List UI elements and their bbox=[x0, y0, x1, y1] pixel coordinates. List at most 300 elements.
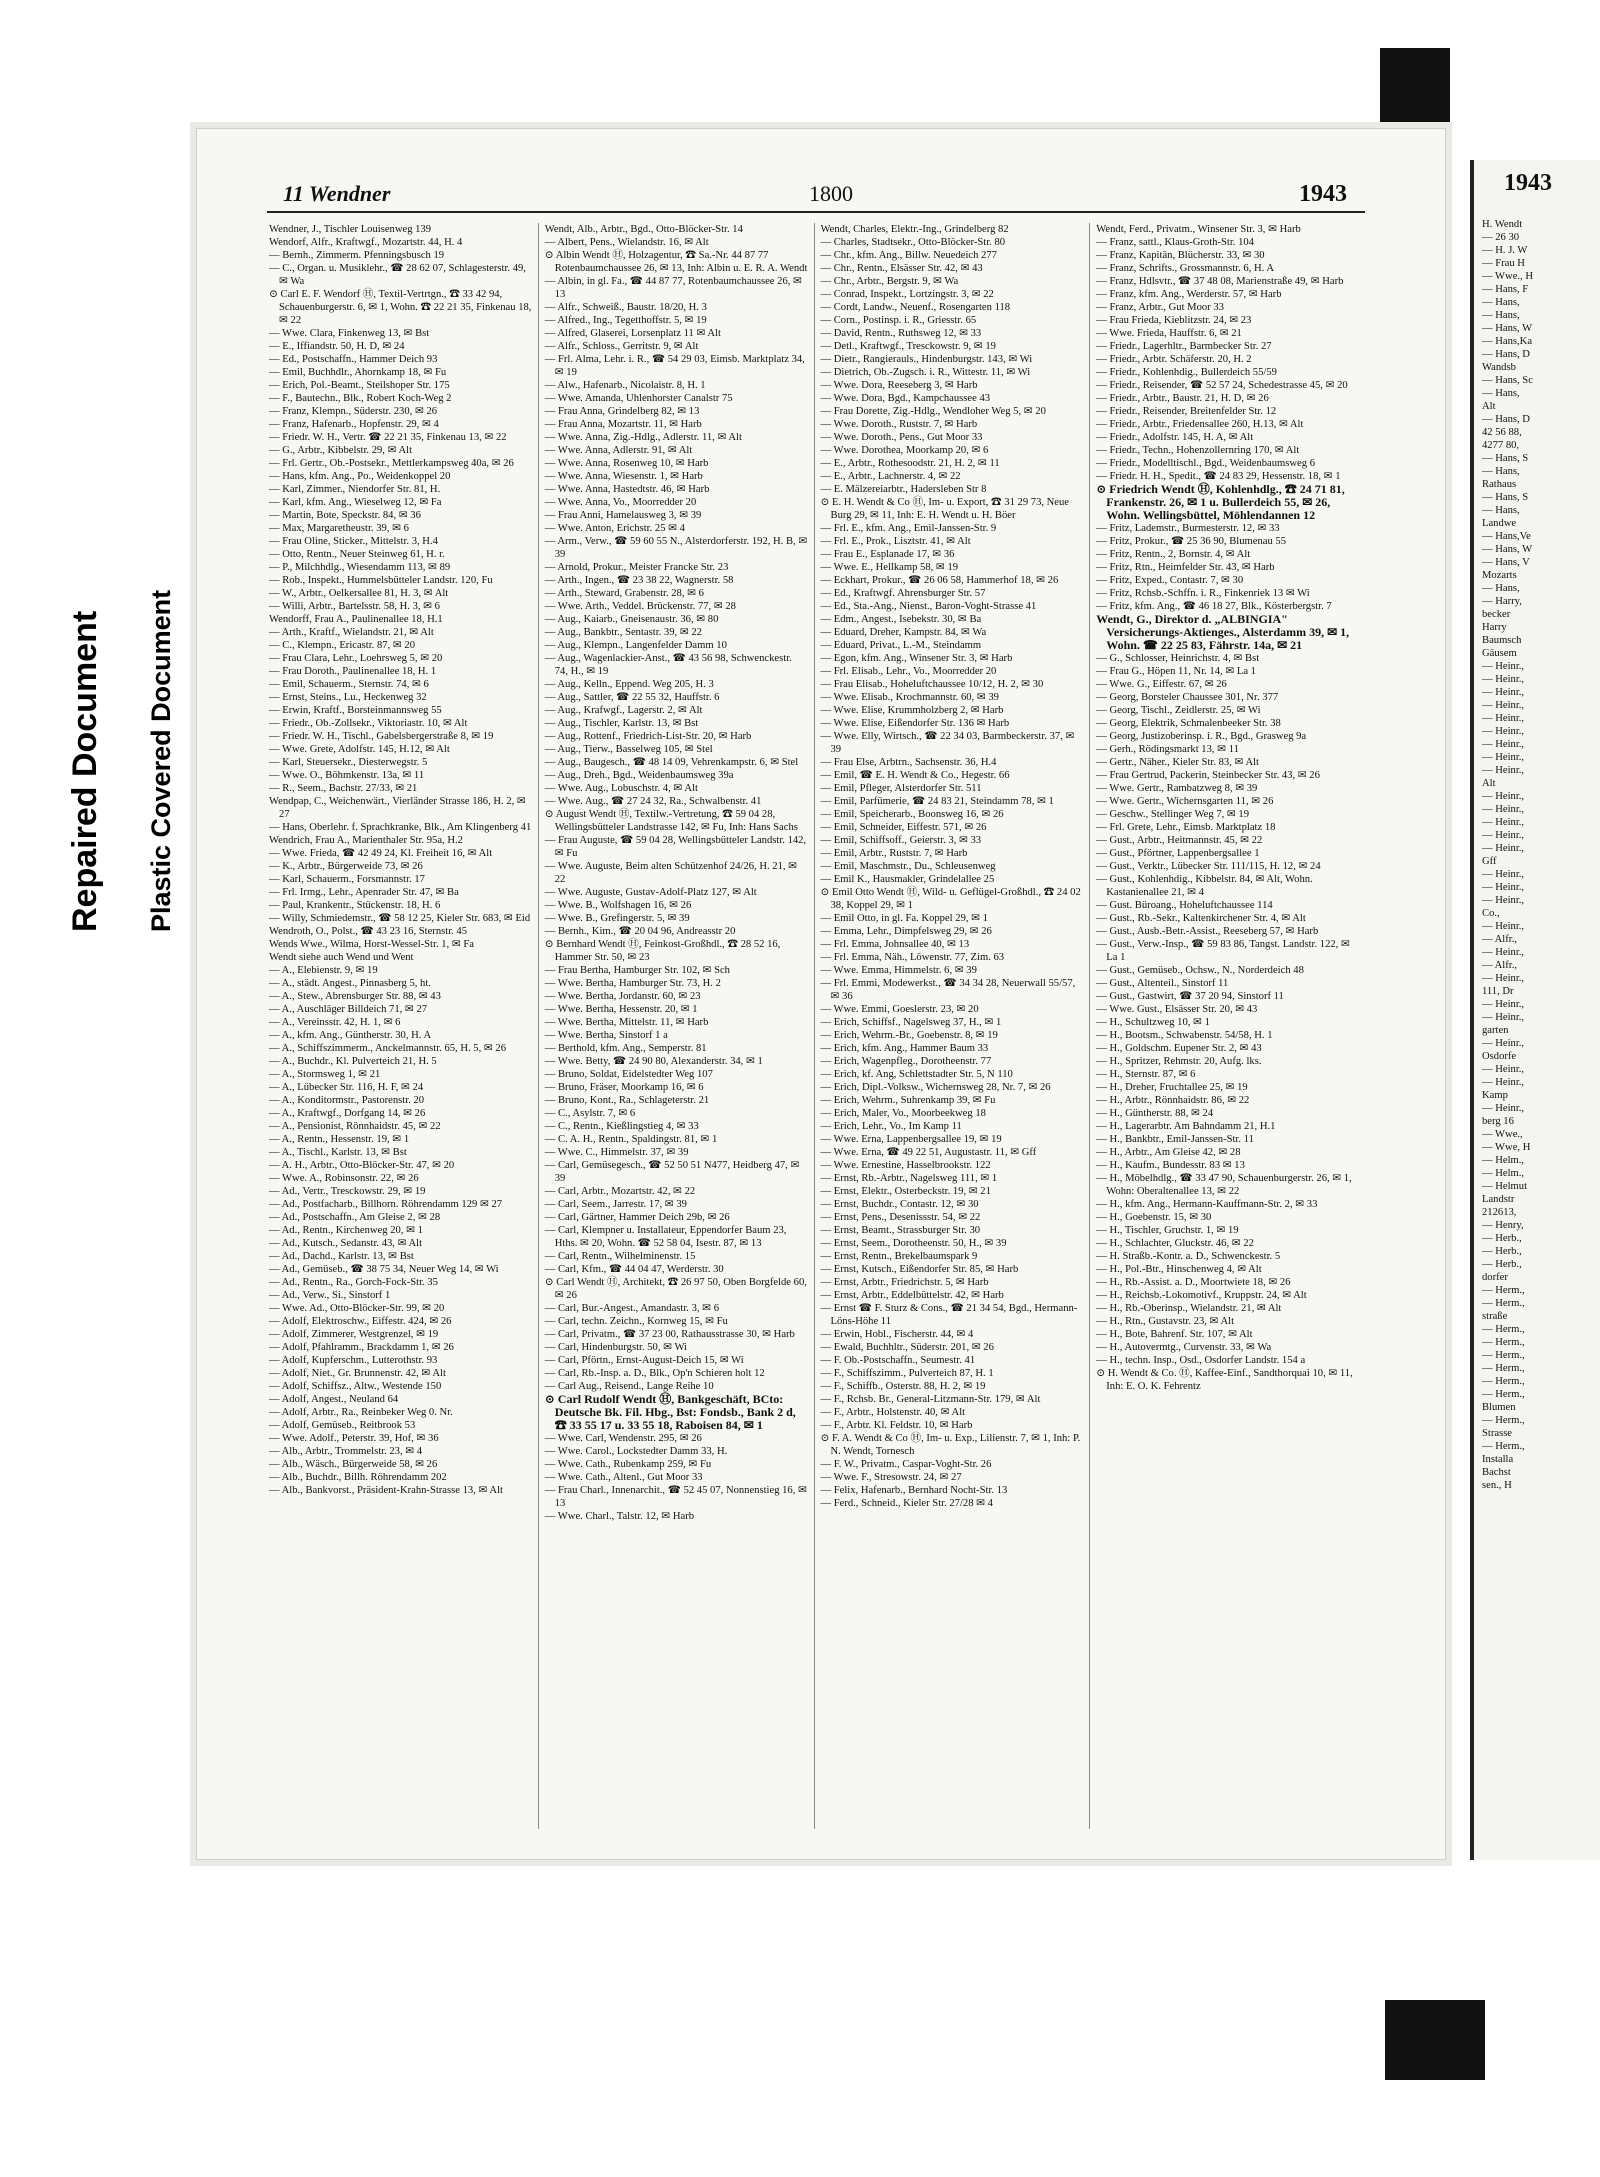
directory-entry: — Erich, Lehr., Vo., Im Kamp 11 bbox=[820, 1121, 962, 1132]
directory-entry: — E. Mälzereiarbtr., Hadersleben Str 8 bbox=[820, 484, 987, 495]
directory-entry: Wendner, J., Tischler Louisenweg 139 bbox=[269, 224, 432, 235]
directory-entry: — Aug., Tierw., Basselweg 105, ✉ Stel bbox=[544, 744, 713, 755]
directory-entry: — Wwe. Bertha, Mittelstr. 11, ✉ Harb bbox=[544, 1017, 709, 1028]
columns bbox=[263, 223, 1365, 1829]
directory-entry: — H., Tischler, Gruchstr. 1, ✉ 19 bbox=[1096, 1225, 1239, 1236]
directory-entry: ⊙ Bernhard Wendt Ⓗ, Feinkost-Großhdl., ☎ 28 52 16, Hammer Str. 50, ✉ 23 bbox=[544, 939, 781, 963]
directory-entry: — Friedr., Arbtr., Friedensallee 260, H.13, ✉ Alt bbox=[1096, 419, 1304, 430]
next-page-line: — Heinr., bbox=[1482, 869, 1525, 880]
directory-entry: — C. A. H., Rentn., Spaldingstr. 81, ✉ 1 bbox=[544, 1134, 718, 1145]
directory-entry: — Wwe. Arth., Veddel. Brückenstr. 77, ✉ 28 bbox=[544, 601, 736, 612]
next-page-line: — H. J. W bbox=[1482, 245, 1528, 256]
next-page-line: — Herm., bbox=[1482, 1285, 1525, 1296]
directory-entry: — C., Organ. u. Musiklehr., ☎ 28 62 07, Schlagesterstr. 49, ✉ Wa bbox=[269, 263, 526, 287]
directory-entry: — H., Bote, Bahrenf. Str. 107, ✉ Alt bbox=[1096, 1329, 1253, 1340]
directory-entry: — Franz, kfm. Ang., Werderstr. 57, ✉ Harb bbox=[1096, 289, 1282, 300]
directory-entry: — H., kfm. Ang., Hermann-Kauffmann-Str. 2, ✉ 33 bbox=[1096, 1199, 1318, 1210]
directory-entry: — Chr., Arbtr., Bergstr. 9, ✉ Wa bbox=[820, 276, 959, 287]
next-page-line: — Herb., bbox=[1482, 1246, 1522, 1257]
directory-entry: — Ed., Sta.-Ang., Nienst., Baron-Voght-Strasse 41 bbox=[820, 601, 1037, 612]
directory-entry: — Eckhart, Prokur., ☎ 26 06 58, Hammerhof 18, ✉ 26 bbox=[820, 575, 1059, 586]
directory-entry: — Felix, Hafenarb., Bernhard Nocht-Str. 13 bbox=[820, 1485, 1008, 1496]
directory-entry: — Gust., Gastwirt, ☎ 37 20 94, Sinstorf 11 bbox=[1096, 991, 1284, 1002]
directory-entry: — Ad., Postschaffn., Am Gleise 2, ✉ 28 bbox=[269, 1212, 441, 1223]
next-page-line: Alt bbox=[1482, 778, 1496, 789]
directory-entry: — A., Rentn., Hessenstr. 19, ✉ 1 bbox=[269, 1134, 410, 1145]
directory-entry: — Adolf, Elektroschw., Eiffestr. 424, ✉ 26 bbox=[269, 1316, 452, 1327]
directory-entry: ⊙ E. H. Wendt & Co Ⓗ, Im- u. Export, ☎ 31 29 73, Neue Burg 29, ✉ 11, Inh: E. H. Wendt u. H. Böer bbox=[820, 497, 1070, 521]
directory-entry: — Aug., Klempn., Langenfelder Damm 10 bbox=[544, 640, 727, 651]
directory-entry: — Wwe. Dora, Bgd., Kampchaussee 43 bbox=[820, 393, 991, 404]
directory-entry: — Wwe. Auguste, Beim alten Schützenhof 24/26, H. 21, ✉ 22 bbox=[544, 861, 798, 885]
directory-entry: — Friedr., Modelltischl., Bgd., Weidenbaumsweg 6 bbox=[1096, 458, 1315, 469]
directory-entry: — Ernst, Rentn., Brekelbaumspark 9 bbox=[820, 1251, 978, 1262]
next-page-line: — 26 30 bbox=[1482, 232, 1520, 243]
directory-entry: — Frau Anna, Grindelberg 82, ✉ 13 bbox=[544, 406, 700, 417]
directory-entry: — Frl. Emma, Johnsallee 40, ✉ 13 bbox=[820, 939, 970, 950]
next-page-line: — Heinr., bbox=[1482, 830, 1525, 841]
directory-entry: Wendorff, Frau A., Paulinenallee 18, H.1 bbox=[269, 614, 443, 625]
directory-entry: — Carl, Gärtner, Hammer Deich 29b, ✉ 26 bbox=[544, 1212, 730, 1223]
next-page-line: — Alfr., bbox=[1482, 934, 1518, 945]
directory-entry: — A., Elebienstr. 9, ✉ 19 bbox=[269, 965, 378, 976]
directory-entry: — Emil Otto, in gl. Fa. Koppel 29, ✉ 1 bbox=[820, 913, 988, 924]
directory-entry: — H., Dreher, Fruchtallee 25, ✉ 19 bbox=[1096, 1082, 1248, 1093]
directory-entry: — F. Ob.-Postschaffn., Seumestr. 41 bbox=[820, 1355, 976, 1366]
directory-entry: ⊙ Carl Wendt Ⓗ, Architekt, ☎ 26 97 50, Oben Borgfelde 60, ✉ 26 bbox=[544, 1277, 807, 1301]
directory-entry: — Karl, Schauerm., Forsmannstr. 17 bbox=[269, 874, 425, 885]
directory-entry: — Frl. Irmg., Lehr., Apenrader Str. 47, ✉ Ba bbox=[269, 887, 459, 898]
next-page-line: — Hans, D bbox=[1482, 349, 1530, 360]
directory-entry: — Arm., Verw., ☎ 59 60 55 N., Alsterdorferstr. 192, H. B, ✉ 39 bbox=[544, 536, 808, 560]
directory-entry: — Emil, Speicherarb., Boonsweg 16, ✉ 26 bbox=[820, 809, 1004, 820]
directory-entry: — Emil, Maschmstr., Du., Schleusenweg bbox=[820, 861, 996, 872]
directory-entry: — Wwe. E., Hellkamp 58, ✉ 19 bbox=[820, 562, 959, 573]
directory-entry: — Carl, techn. Zeichn., Kornweg 15, ✉ Fu bbox=[544, 1316, 728, 1327]
directory-entry: — H., Bankbtr., Emil-Janssen-Str. 11 bbox=[1096, 1134, 1254, 1145]
directory-entry: — Wwe. Frieda, ☎ 42 49 24, Kl. Freiheit 16, ✉ Alt bbox=[269, 848, 493, 859]
directory-entry: — Gust. Büroang., Hoheluftchaussee 114 bbox=[1096, 900, 1273, 911]
directory-entry: — Wwe. Erna, Lappenbergsallee 19, ✉ 19 bbox=[820, 1134, 1002, 1145]
directory-entry: — Ad., Rentn., Kirchenweg 20, ✉ 1 bbox=[269, 1225, 423, 1236]
directory-entry: — Wwe. Dorothea, Moorkamp 20, ✉ 6 bbox=[820, 445, 989, 456]
directory-entry: — Berthold, kfm. Ang., Semperstr. 81 bbox=[544, 1043, 707, 1054]
directory-entry: — A., Tischl., Karlstr. 13, ✉ Bst bbox=[269, 1147, 407, 1158]
next-page-line: Strasse bbox=[1482, 1428, 1513, 1439]
directory-entry: ⊙ Emil Otto Wendt Ⓗ, Wild- u. Geflügel-Großhdl., ☎ 24 02 38, Koppel 29, ✉ 1 bbox=[820, 887, 1081, 911]
directory-entry: Wendroth, O., Polst., ☎ 43 23 16, Sternstr. 45 bbox=[269, 926, 468, 937]
directory-entry: — Otto, Rentn., Neuer Steinweg 61, H. r. bbox=[269, 549, 445, 560]
directory-entry: — Alb., Bankvorst., Präsident-Krahn-Strasse 13, ✉ Alt bbox=[269, 1485, 503, 1496]
directory-entry: — Friedr. H. H., Spedit., ☎ 24 83 29, Hessenstr. 18, ✉ 1 bbox=[1096, 471, 1341, 482]
directory-entry: — Frau Auguste, ☎ 59 04 28, Wellingsbütteler Landstr. 142, ✉ Fu bbox=[544, 835, 807, 859]
directory-entry: — P., Milchhdlg., Wiesendamm 113, ✉ 89 bbox=[269, 562, 451, 573]
directory-entry: — A., Schiffszimmerm., Anckelmannstr. 65, H. 5, ✉ 26 bbox=[269, 1043, 507, 1054]
next-page-line: — Heinr., bbox=[1482, 1077, 1525, 1088]
directory-entry: — H., Lagerarbtr. Am Bahndamm 21, H.1 bbox=[1096, 1121, 1276, 1132]
directory-entry: — Wwe. Auguste, Gustav-Adolf-Platz 127, ✉ Alt bbox=[544, 887, 757, 898]
directory-entry: Wendorf, Alfr., Kraftwgf., Mozartstr. 44, H. 4 bbox=[269, 237, 463, 248]
next-page-line: — Helm., bbox=[1482, 1168, 1525, 1179]
directory-entry: — Ad., Vertr., Tresckowstr. 29, ✉ 19 bbox=[269, 1186, 426, 1197]
directory-entry: — Ad., Dachd., Karlstr. 13, ✉ Bst bbox=[269, 1251, 414, 1262]
directory-entry: — Ernst, Buchdr., Contastr. 12, ✉ 30 bbox=[820, 1199, 979, 1210]
directory-entry: — Gust., Ausb.-Betr.-Assist., Reeseberg 57, ✉ Harb bbox=[1096, 926, 1319, 937]
next-page-line: — Herm., bbox=[1482, 1324, 1525, 1335]
directory-entry: — Gust., Verw.-Insp., ☎ 59 83 86, Tangst. Landstr. 122, ✉ La 1 bbox=[1096, 939, 1350, 963]
directory-entry: — Franz, sattl., Klaus-Groth-Str. 104 bbox=[1096, 237, 1254, 248]
directory-entry: — Wwe. Aug., ☎ 27 24 32, Ra., Schwalbenstr. 41 bbox=[544, 796, 762, 807]
next-page-line: — Heinr., bbox=[1482, 843, 1525, 854]
directory-entry: — A., städt. Angest., Pinnasberg 5, ht. bbox=[269, 978, 431, 989]
directory-entry: — Edm., Angest., Isebekstr. 30, ✉ Ba bbox=[820, 614, 982, 625]
directory-entry: — Wwe. Bertha, Hamburger Str. 73, H. 2 bbox=[544, 978, 721, 989]
next-page-line: — Heinr., bbox=[1482, 752, 1525, 763]
next-page-line: — Frau H bbox=[1482, 258, 1525, 269]
next-page-line: Rathaus bbox=[1482, 479, 1517, 490]
directory-entry: — Frau Dorette, Zig.-Hdlg., Wendloher Weg 5, ✉ 20 bbox=[820, 406, 1046, 417]
next-page-line: — Heinr., bbox=[1482, 1012, 1525, 1023]
directory-entry: — David, Rentn., Ruthsweg 12, ✉ 33 bbox=[820, 328, 982, 339]
directory-entry: — Fritz, Prokur., ☎ 25 36 90, Blumenau 55 bbox=[1096, 536, 1287, 547]
directory-entry: — Friedr., Ob.-Zollsekr., Viktoriastr. 10, ✉ Alt bbox=[269, 718, 468, 729]
next-page-line: — Herm., bbox=[1482, 1415, 1525, 1426]
next-page-line: — Hans, W bbox=[1482, 544, 1533, 555]
page-header-left: 11 Wendner bbox=[283, 181, 391, 206]
directory-entry: — Carl, Pförtn., Ernst-August-Deich 15, ✉ Wi bbox=[544, 1355, 744, 1366]
directory-entry: — Frl. Alma, Lehr. i. R., ☎ 54 29 03, Eimsb. Marktplatz 34, ✉ 19 bbox=[544, 354, 805, 378]
directory-entry: — Carl Aug., Reisend., Lange Reihe 10 bbox=[544, 1381, 714, 1392]
directory-entry: — Wwe. Ad., Otto-Blöcker-Str. 99, ✉ 20 bbox=[269, 1303, 445, 1314]
directory-entry: — K., Arbtr., Bürgerweide 73, ✉ 26 bbox=[269, 861, 423, 872]
directory-entry: — A., Kraftwgf., Dorfgang 14, ✉ 26 bbox=[269, 1108, 426, 1119]
directory-entry: — Georg, Justizoberinsp. i. R., Bgd., Grasweg 9a bbox=[1096, 731, 1307, 742]
directory-entry: — H., Schlachter, Gluckstr. 46, ✉ 22 bbox=[1096, 1238, 1254, 1249]
directory-entry: — Wwe. Emmi, Goeslerstr. 23, ✉ 20 bbox=[820, 1004, 979, 1015]
directory-entry: — Emil K., Hausmakler, Grindelallee 25 bbox=[820, 874, 995, 885]
directory-entry: — A., Konditormstr., Pastorenstr. 20 bbox=[269, 1095, 425, 1106]
directory-entry: — Wwe. Anna, Zig.-Hdlg., Adlerstr. 11, ✉ Alt bbox=[544, 432, 742, 443]
next-page-line: — Alfr., bbox=[1482, 960, 1518, 971]
directory-entry: — Carl, Gemüsegesch., ☎ 52 50 51 N477, Heidberg 47, ✉ 39 bbox=[544, 1160, 800, 1184]
directory-entry: — Corn., Postinsp. i. R., Griesstr. 65 bbox=[820, 315, 977, 326]
next-page-line: becker bbox=[1482, 609, 1511, 620]
directory-entry: — Frau E., Esplanade 17, ✉ 36 bbox=[820, 549, 955, 560]
directory-entry: — Carl, Klempner u. Installateur, Eppendorfer Baum 23, Hths. ✉ 20, Wohn. ☎ 52 58 04, Isestr. 87, ✉ 13 bbox=[544, 1225, 787, 1249]
next-page-line: — Herm., bbox=[1482, 1441, 1525, 1452]
next-page-line: H. Wendt bbox=[1482, 219, 1523, 230]
directory-entry: — Erwin, Hobl., Fischerstr. 44, ✉ 4 bbox=[820, 1329, 974, 1340]
directory-entry: — Wwe. Adolf., Peterstr. 39, Hof, ✉ 36 bbox=[269, 1433, 439, 1444]
directory-entry: — Frau Charl., Innenarchit., ☎ 52 45 07, Nonnenstieg 16, ✉ 13 bbox=[544, 1485, 807, 1509]
directory-entry: — Frl. Grete, Lehr., Eimsb. Marktplatz 18 bbox=[1096, 822, 1276, 833]
directory-entry: — Wwe. Bertha, Hessenstr. 20, ✉ 1 bbox=[544, 1004, 698, 1015]
directory-entry: — Ed., Postschaffn., Hammer Deich 93 bbox=[269, 354, 438, 365]
directory-entry: — Alw., Hafenarb., Nicolaistr. 8, H. 1 bbox=[544, 380, 706, 391]
directory-entry: — A., Vereinsstr. 42, H. 1, ✉ 6 bbox=[269, 1017, 401, 1028]
directory-entry: — Emil, Pfleger, Alsterdorfer Str. 511 bbox=[820, 783, 982, 794]
directory-entry: — Alb., Arbtr., Trommelstr. 23, ✉ 4 bbox=[269, 1446, 423, 1457]
directory-entry: — G., Arbtr., Kibbelstr. 29, ✉ Alt bbox=[269, 445, 413, 456]
directory-entry: — Wwe. Anna, Hastedtstr. 46, ✉ Harb bbox=[544, 484, 710, 495]
directory-entry: — Max, Margaretheustr. 39, ✉ 6 bbox=[269, 523, 409, 534]
directory-entry: — Frau Bertha, Hamburger Str. 102, ✉ Sch bbox=[544, 965, 730, 976]
next-page-line: — Wwe, H bbox=[1482, 1142, 1531, 1153]
next-page-line: — Heinr., bbox=[1482, 765, 1525, 776]
directory-entry: — Aug., Bankbtr., Sentastr. 39, ✉ 22 bbox=[544, 627, 702, 638]
directory-entry: — Detl., Kraftwgf., Tresckowstr. 9, ✉ 19 bbox=[820, 341, 996, 352]
directory-entry: — Ad., Postfacharb., Billhorn. Röhrendamm 129 ✉ 27 bbox=[269, 1199, 503, 1210]
directory-entry: — Martin, Bote, Speckstr. 84, ✉ 36 bbox=[269, 510, 421, 521]
next-page-line: — Hans, bbox=[1482, 297, 1520, 308]
directory-page bbox=[196, 128, 1446, 1860]
next-page-line: Landstr bbox=[1482, 1194, 1515, 1205]
directory-entry: — H., Schultzweg 10, ✉ 1 bbox=[1096, 1017, 1210, 1028]
directory-entry: Wendt siehe auch Wend und Went bbox=[269, 952, 414, 963]
directory-entry: — H., Spritzer, Rehmstr. 20, Aufg. lks. bbox=[1096, 1056, 1262, 1067]
directory-entry: — Aug., Sattler, ☎ 22 55 32, Hauffstr. 6 bbox=[544, 692, 720, 703]
directory-entry: — Carl, Seem., Jarrestr. 17, ✉ 39 bbox=[544, 1199, 687, 1210]
next-page-line: — Heinr., bbox=[1482, 674, 1525, 685]
directory-entry: — Arth., Steward, Grabenstr. 28, ✉ 6 bbox=[544, 588, 704, 599]
directory-entry: — Emma, Lehr., Dimpfelsweg 29, ✉ 26 bbox=[820, 926, 992, 937]
directory-entry: — Emil, Schneider, Eiffestr. 571, ✉ 26 bbox=[820, 822, 987, 833]
directory-entry: — Wwe. Elise, Krummholzberg 2, ✉ Harb bbox=[820, 705, 1004, 716]
next-page-line: — Hans, V bbox=[1482, 557, 1530, 568]
directory-entry: — Frau Clara, Lehr., Loehrsweg 5, ✉ 20 bbox=[269, 653, 443, 664]
directory-entry: — Bruno, Fräser, Moorkamp 16, ✉ 6 bbox=[544, 1082, 704, 1093]
directory-entry: — Erwin, Kraftf., Borsteinmannsweg 55 bbox=[269, 705, 442, 716]
directory-entry: — Friedr., Arbtr., Baustr. 21, H. D, ✉ 26 bbox=[1096, 393, 1269, 404]
directory-entry: — Chr., Rentn., Elsässer Str. 42, ✉ 43 bbox=[820, 263, 983, 274]
next-page-line: Landwe bbox=[1482, 518, 1517, 529]
directory-entry: — Adolf, Niet., Gr. Brunnenstr. 42, ✉ Alt bbox=[269, 1368, 446, 1379]
next-page-line: — Heinr., bbox=[1482, 804, 1525, 815]
next-page-line: dorfer bbox=[1482, 1272, 1508, 1283]
directory-entry: — Fritz, Rentn., 2, Bornstr. 4, ✉ Alt bbox=[1096, 549, 1251, 560]
directory-entry: — Charles, Stadtsekr., Otto-Blöcker-Str. 80 bbox=[820, 237, 1006, 248]
directory-entry: — Franz, Schrifts., Grossmannstr. 6, H. A bbox=[1096, 263, 1274, 274]
next-page-line: garten bbox=[1482, 1025, 1509, 1036]
directory-entry: — Aug., Krafwgf., Lagerstr. 2, ✉ Alt bbox=[544, 705, 703, 716]
directory-entry: — Rob., Inspekt., Hummelsbütteler Landstr. 120, Fu bbox=[269, 575, 493, 586]
directory-entry: — H., Rb.-Oberinsp., Wielandstr. 21, ✉ Alt bbox=[1096, 1303, 1282, 1314]
bottom-edge-tab bbox=[1385, 2000, 1485, 2080]
directory-entry: — W., Arbtr., Oelkersallee 81, H. 3, ✉ Alt bbox=[269, 588, 449, 599]
directory-entry: — Gust., Pförtner, Lappenbergsallee 1 bbox=[1096, 848, 1260, 859]
next-page-line: — Hans, S bbox=[1482, 492, 1529, 503]
directory-entry: — Wwe. G., Eiffestr. 67, ✉ 26 bbox=[1096, 679, 1227, 690]
next-page-lines bbox=[1482, 218, 1600, 1492]
directory-entry: — Karl, Steuersekr., Diesterwegstr. 5 bbox=[269, 757, 428, 768]
directory-entry: — Alfr., Schloss., Gerritstr. 9, ✉ Alt bbox=[544, 341, 699, 352]
directory-entry: — Erich, kf. Ang, Schlettstadter Str. 5, N 110 bbox=[820, 1069, 1013, 1080]
next-page-line: — Hans, bbox=[1482, 466, 1520, 477]
column-4 bbox=[1090, 223, 1365, 1829]
directory-entry: — Wwe. Carol., Lockstedter Damm 33, H. bbox=[544, 1446, 728, 1457]
directory-entry: — H., Möbelhdlg., ☎ 33 47 90, Schauenburgerstr. 26, ✉ 1, Wohn: Oberaltenallee 13, ✉ 22 bbox=[1096, 1173, 1352, 1197]
directory-entry: — Ed., Kraftwgf. Ahrensburger Str. 57 bbox=[820, 588, 986, 599]
stamp-line-repaired: Repaired Document bbox=[66, 610, 104, 932]
directory-entry: — Hans, Oberlehr. f. Sprachkranke, Blk., Am Klingenberg 41 bbox=[269, 822, 532, 833]
directory-entry: — H., Goebenstr. 15, ✉ 30 bbox=[1096, 1212, 1212, 1223]
directory-entry: Wendrich, Frau A., Marienthaler Str. 95a, H.2 bbox=[269, 835, 463, 846]
directory-entry: — Chr., kfm. Ang., Billw. Neuedeich 277 bbox=[820, 250, 997, 261]
directory-entry: — Ernst, Rb.-Arbtr., Nagelsweg 111, ✉ 1 bbox=[820, 1173, 998, 1184]
next-page-line: 111, Dr bbox=[1482, 986, 1514, 997]
directory-entry: — Egon, kfm. Ang., Winsener Str. 3, ✉ Harb bbox=[820, 653, 1013, 664]
directory-entry: — Frl. Gertr., Ob.-Postsekr., Mettlerkampsweg 40a, ✉ 26 bbox=[269, 458, 514, 469]
directory-entry: — Wwe. Anna, Vo., Moorredder 20 bbox=[544, 497, 697, 508]
directory-entry: — E., Iffiandstr. 50, H. D, ✉ 24 bbox=[269, 341, 405, 352]
next-page-line: — Helm., bbox=[1482, 1155, 1525, 1166]
directory-entry: — Arnold, Prokur., Meister Francke Str. 23 bbox=[544, 562, 729, 573]
directory-entry: — H., Rb.-Assist. a. D., Moortwiete 18, ✉ 26 bbox=[1096, 1277, 1291, 1288]
directory-entry: — Friedr., Lagerhltr., Barmbecker Str. 27 bbox=[1096, 341, 1272, 352]
directory-entry: — Aug., Dreh., Bgd., Weidenbaumsweg 39a bbox=[544, 770, 734, 781]
directory-entry: — R., Seem., Bachstr. 27/33, ✉ 21 bbox=[269, 783, 418, 794]
directory-entry: — Gust., Arbtr., Heitmannstr. 45, ✉ 22 bbox=[1096, 835, 1263, 846]
directory-entry: — Bernh., Kim., ☎ 20 04 96, Andreasstr 20 bbox=[544, 926, 736, 937]
directory-entry: — Friedr., Reisender, ☎ 52 57 24, Schedestrasse 45, ✉ 20 bbox=[1096, 380, 1348, 391]
directory-entry: — F., Bautechn., Blk., Robert Koch-Weg 2 bbox=[269, 393, 452, 404]
directory-entry: Wendt, G., Direktor d. „ALBINGIA" Versicherungs-Aktienges., Alsterdamm 39, ✉ 1, Wohn. ☎ 22 25 83, Fährstr. 14a, ✉ 21 bbox=[1096, 612, 1350, 652]
directory-entry: — Frau Oline, Sticker., Mittelstr. 3, H.4 bbox=[269, 536, 438, 547]
next-page-line: — Hans,Ve bbox=[1482, 531, 1531, 542]
directory-entry: — Carl, Arbtr., Mozartstr. 42, ✉ 22 bbox=[544, 1186, 696, 1197]
header-rule bbox=[267, 211, 1365, 213]
directory-entry: — Frau Elisab., Hoheluftchaussee 10/12, H. 2, ✉ 30 bbox=[820, 679, 1044, 690]
page-header-right: 1943 bbox=[1299, 181, 1347, 207]
directory-entry: — Ferd., Schneid., Kieler Str. 27/28 ✉ 4 bbox=[820, 1498, 993, 1509]
directory-entry: — Wwe. Gertr., Wichernsgarten 11, ✉ 26 bbox=[1096, 796, 1274, 807]
next-page-line: 212613, bbox=[1482, 1207, 1517, 1218]
directory-entry: — Eduard, Privat., L.-M., Steindamm bbox=[820, 640, 982, 651]
directory-entry: — H., Goldschm. Eupener Str. 2, ✉ 43 bbox=[1096, 1043, 1262, 1054]
next-page-line: — Heinr., bbox=[1482, 817, 1525, 828]
directory-entry: — Alfr., Schweiß., Baustr. 18/20, H. 3 bbox=[544, 302, 707, 313]
column-1 bbox=[263, 223, 539, 1829]
next-page-line: — Heinr., bbox=[1482, 1064, 1525, 1075]
directory-entry: — Alfred., Ing., Tegetthoffstr. 5, ✉ 19 bbox=[544, 315, 707, 326]
directory-entry: — Ad., Kutsch., Sedanstr. 43, ✉ Alt bbox=[269, 1238, 423, 1249]
directory-entry: — Ad., Gemüseb., ☎ 38 75 34, Neuer Weg 14, ✉ Wi bbox=[269, 1264, 499, 1275]
directory-entry: — Frl. Emma, Näh., Löwenstr. 77, Zim. 63 bbox=[820, 952, 1005, 963]
next-page-line: — Herb., bbox=[1482, 1259, 1522, 1270]
directory-entry: — Wwe. Amanda, Uhlenhorster Canalstr 75 bbox=[544, 393, 733, 404]
directory-entry: Wendpap, C., Weichenwärt., Vierländer Strasse 186, H. 2, ✉ 27 bbox=[269, 796, 526, 820]
next-page-line: — Hans, bbox=[1482, 310, 1520, 321]
directory-entry: — G., Schlosser, Heinrichstr. 4, ✉ Bst bbox=[1096, 653, 1260, 664]
directory-entry: — Emil, Arbtr., Ruststr. 7, ✉ Harb bbox=[820, 848, 968, 859]
directory-entry: — Albert, Pens., Wielandstr. 16, ✉ Alt bbox=[544, 237, 709, 248]
directory-entry: — Erich, kfm. Ang., Hammer Baum 33 bbox=[820, 1043, 989, 1054]
directory-entry: — Carl, Kfm., ☎ 44 04 47, Werderstr. 30 bbox=[544, 1264, 724, 1275]
page-header bbox=[197, 181, 1445, 211]
directory-entry: ⊙ Carl Rudolf Wendt Ⓗ, Bankgeschäft, BCto: Deutsche Bk. Fil. Hbg., Bst: Fondsb., Bank 2 d, ☎ 33 55 17 u. 33 55 18, Raboisen 84, ✉ 1 bbox=[544, 1392, 796, 1432]
directory-entry: — Emil, Schiffsoff., Geierstr. 3, ✉ 33 bbox=[820, 835, 982, 846]
directory-entry: — H., Sternstr. 87, ✉ 6 bbox=[1096, 1069, 1196, 1080]
directory-entry: — Aug., Kaiarb., Gneisenaustr. 36, ✉ 80 bbox=[544, 614, 719, 625]
directory-entry: — Frl. Emmi, Modewerkst., ☎ 34 34 28, Neuerwall 55/57, ✉ 36 bbox=[820, 978, 1076, 1002]
directory-entry: — Wwe. Dora, Reeseberg 3, ✉ Harb bbox=[820, 380, 978, 391]
next-page-line: — Henry, bbox=[1482, 1220, 1524, 1231]
directory-entry: — Dietr., Rangierauls., Hindenburgstr. 143, ✉ Wi bbox=[820, 354, 1033, 365]
directory-entry: — Georg, Borsteler Chaussee 301, Nr. 377 bbox=[1096, 692, 1279, 703]
directory-entry: — Carl, Hindenburgstr. 50, ✉ Wi bbox=[544, 1342, 687, 1353]
directory-entry: — Wwe. Doroth., Ruststr. 7, ✉ Harb bbox=[820, 419, 978, 430]
directory-entry: — H., Pol.-Btr., Hinschenweg 4, ✉ Alt bbox=[1096, 1264, 1262, 1275]
directory-entry: — Ernst, Elektr., Osterbeckstr. 19, ✉ 21 bbox=[820, 1186, 991, 1197]
directory-entry: — F., Rchsb. Br., General-Litzmann-Str. 179, ✉ Alt bbox=[820, 1394, 1041, 1405]
directory-entry: — Emil, Parfümerie, ☎ 24 83 21, Steindamm 78, ✉ 1 bbox=[820, 796, 1054, 807]
directory-entry: — Adolf, Gemüseb., Reitbrook 53 bbox=[269, 1420, 416, 1431]
next-page-line: — Heinr., bbox=[1482, 726, 1525, 737]
directory-entry: — Emil, ☎ E. H. Wendt & Co., Hegestr. 66 bbox=[820, 770, 1010, 781]
next-page-line: — Heinr., bbox=[1482, 739, 1525, 750]
directory-entry: — Wwe. Doroth., Pens., Gut Moor 33 bbox=[820, 432, 983, 443]
directory-entry: — Dietrich, Ob.-Zugsch. i. R., Wittestr. 11, ✉ Wi bbox=[820, 367, 1031, 378]
next-page-line: Gäusem bbox=[1482, 648, 1517, 659]
next-page-line: Baumsch bbox=[1482, 635, 1522, 646]
directory-entry: — A., Stew., Abrensburger Str. 88, ✉ 43 bbox=[269, 991, 441, 1002]
directory-entry: ⊙ August Wendt Ⓗ, Textilw.-Vertretung, ☎ 59 04 28, Wellingsbütteler Landstrasse 142, ✉ Fu, Inh: Hans Sachs bbox=[544, 809, 798, 833]
directory-entry: — Fritz, kfm. Ang., ☎ 46 18 27, Blk., Kösterbergstr. 7 bbox=[1096, 601, 1332, 612]
next-page-line: Gff bbox=[1482, 856, 1497, 867]
directory-entry: — Erich, Wehrm.-Br., Goebenstr. 8, ✉ 19 bbox=[820, 1030, 998, 1041]
directory-entry: — A., Lübecker Str. 116, H. F, ✉ 24 bbox=[269, 1082, 424, 1093]
directory-entry: — Emil, Buchhdlr., Ahornkamp 18, ✉ Fu bbox=[269, 367, 447, 378]
directory-entry: — A., Buchdr., Kl. Pulverteich 21, H. 5 bbox=[269, 1056, 437, 1067]
directory-entry: — Erich, Wagenpfleg., Dorotheenstr. 77 bbox=[820, 1056, 992, 1067]
directory-entry: — Wwe. Frieda, Hauffstr. 6, ✉ 21 bbox=[1096, 328, 1242, 339]
directory-entry: — Frau Doroth., Paulinenallee 18, H. 1 bbox=[269, 666, 437, 677]
directory-entry: — Adolf, Arbtr., Ra., Reinbeker Weg 0. Nr. bbox=[269, 1407, 453, 1418]
next-page-line: — Heinr., bbox=[1482, 973, 1525, 984]
directory-entry: — A., Stormsweg 1, ✉ 21 bbox=[269, 1069, 381, 1080]
directory-entry: — Wwe. Anton, Erichstr. 25 ✉ 4 bbox=[544, 523, 685, 534]
directory-entry: — Ad., Rentn., Ra., Gorch-Fock-Str. 35 bbox=[269, 1277, 438, 1288]
directory-entry: — Friedr. W. H., Vertr. ☎ 22 21 35, Finkenau 13, ✉ 22 bbox=[269, 432, 507, 443]
next-page-line: straße bbox=[1482, 1311, 1508, 1322]
directory-entry: — Friedr., Adolfstr. 145, H. A, ✉ Alt bbox=[1096, 432, 1254, 443]
directory-entry: — Wwe. O., Böhmkenstr. 13a, ✉ 11 bbox=[269, 770, 425, 781]
directory-entry: — Ernst, Beamt., Strassburger Str. 30 bbox=[820, 1225, 981, 1236]
next-page-line: — Hans, W bbox=[1482, 323, 1533, 334]
next-page-line: — Wwe., bbox=[1482, 1129, 1523, 1140]
directory-entry: — Wwe. Clara, Finkenweg 13, ✉ Bst bbox=[269, 328, 430, 339]
next-page-line: — Hans,Ka bbox=[1482, 336, 1533, 347]
directory-entry: — Eduard, Dreher, Kampstr. 84, ✉ Wa bbox=[820, 627, 987, 638]
next-page-line: — Heinr., bbox=[1482, 947, 1525, 958]
directory-entry: — Aug., Baugesch., ☎ 48 14 09, Vehrenkampstr. 6, ✉ Stel bbox=[544, 757, 799, 768]
next-page-line: — Hans, bbox=[1482, 388, 1520, 399]
directory-entry: — Carl, Privatm., ☎ 37 23 00, Rathausstrasse 30, ✉ Harb bbox=[544, 1329, 795, 1340]
next-page-line: Kamp bbox=[1482, 1090, 1508, 1101]
directory-entry: — Adolf, Zimmerer, Westgrenzel, ✉ 19 bbox=[269, 1329, 439, 1340]
directory-entry: — Hans, kfm. Ang., Po., Weidenkoppel 20 bbox=[269, 471, 451, 482]
next-page-line: — Heinr., bbox=[1482, 882, 1525, 893]
directory-entry: — Wwe. Betty, ☎ 24 90 80, Alexanderstr. 34, ✉ 1 bbox=[544, 1056, 763, 1067]
directory-entry: — Bruno, Soldat, Eidelstedter Weg 107 bbox=[544, 1069, 713, 1080]
directory-entry: — Karl, kfm. Ang., Wieselweg 12, ✉ Fa bbox=[269, 497, 442, 508]
next-page-header: 1943 bbox=[1504, 170, 1552, 196]
next-page-line: — Herb., bbox=[1482, 1233, 1522, 1244]
directory-entry: Wendt, Charles, Elektr.-Ing., Grindelberg 82 bbox=[820, 224, 1009, 235]
directory-entry: — Alb., Buchdr., Billh. Röhrendamm 202 bbox=[269, 1472, 447, 1483]
directory-entry: — Friedr., Techn., Hohenzollernring 170, ✉ Alt bbox=[1096, 445, 1300, 456]
directory-entry: — Ernst, Seem., Dorotheenstr. 50, H., ✉ 39 bbox=[820, 1238, 1007, 1249]
